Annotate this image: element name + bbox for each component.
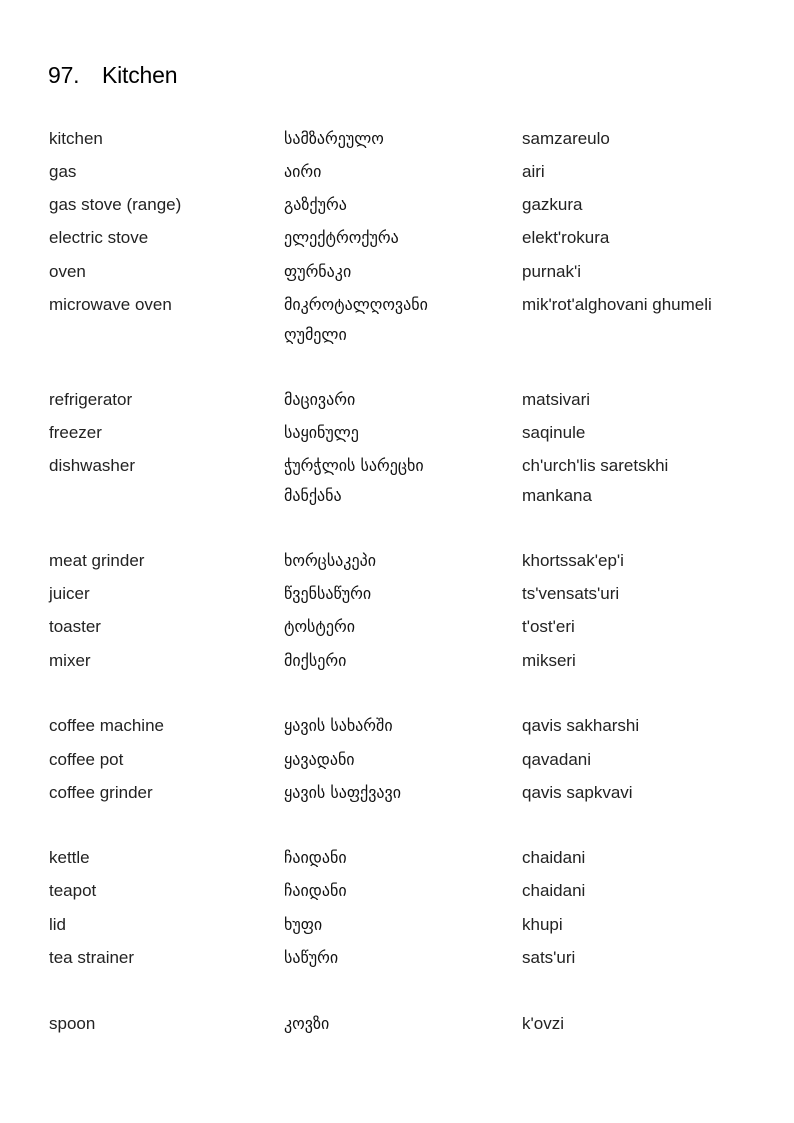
transliteration-line: ts'vensats'uri xyxy=(522,584,620,603)
georgian-term-line: მანქანა xyxy=(284,486,342,505)
georgian-term-line: ჩაიდანი xyxy=(284,881,347,900)
english-term: gas xyxy=(49,162,77,181)
georgian-term xyxy=(284,876,347,906)
english-term: kitchen xyxy=(49,129,103,148)
transliteration-line: k'ovzi xyxy=(522,1014,564,1033)
english-term: mixer xyxy=(49,651,91,670)
english-term: meat grinder xyxy=(49,551,145,570)
georgian-term xyxy=(284,910,322,940)
transliteration xyxy=(522,778,633,808)
english-term: gas stove (range) xyxy=(49,195,182,214)
georgian-term xyxy=(284,546,376,576)
georgian-term-line: საყინულე xyxy=(284,423,359,442)
transliteration xyxy=(522,711,639,741)
transliteration xyxy=(522,876,585,906)
transliteration xyxy=(522,612,575,642)
georgian-term xyxy=(284,451,424,511)
georgian-term-line: ფურნაკი xyxy=(284,262,352,281)
georgian-term-line: ჭურჭლის სარეცხი xyxy=(284,456,424,475)
vocab-row xyxy=(0,451,794,511)
transliteration xyxy=(522,451,668,511)
georgian-term-line: წვენსაწური xyxy=(284,584,372,603)
transliteration xyxy=(522,1009,564,1039)
georgian-term xyxy=(284,418,359,448)
transliteration xyxy=(522,157,545,187)
georgian-term xyxy=(284,223,399,253)
english-term: refrigerator xyxy=(49,390,133,409)
georgian-term-line: სამზარეულო xyxy=(284,129,384,148)
transliteration-line: samzareulo xyxy=(522,129,610,148)
georgian-term xyxy=(284,190,347,220)
georgian-term-line: ყავის სახარში xyxy=(284,716,393,735)
transliteration-line: matsivari xyxy=(522,390,591,409)
georgian-term-line: მიკროტალღოვანი xyxy=(284,295,428,314)
transliteration xyxy=(522,223,609,253)
georgian-term-line: ყავის საფქვავი xyxy=(284,783,402,802)
english-term: microwave oven xyxy=(49,295,172,314)
transliteration xyxy=(522,257,581,287)
georgian-term-line: ელექტროქურა xyxy=(284,228,399,247)
transliteration-line: qavis sapkvavi xyxy=(522,783,633,802)
transliteration-line: chaidani xyxy=(522,848,586,867)
georgian-term xyxy=(284,257,351,287)
english-term: freezer xyxy=(49,423,102,442)
transliteration xyxy=(522,910,563,940)
transliteration-line: mikseri xyxy=(522,651,576,670)
english-term: coffee machine xyxy=(49,716,164,735)
vocab-row xyxy=(0,778,794,838)
english-term: dishwasher xyxy=(49,456,135,475)
transliteration-line: khupi xyxy=(522,915,563,934)
georgian-term-line: საწური xyxy=(284,948,339,967)
georgian-term-line: კოვზი xyxy=(284,1014,330,1033)
vocab-row xyxy=(0,943,794,1003)
english-term: coffee grinder xyxy=(49,783,153,802)
georgian-term xyxy=(284,612,355,642)
georgian-term xyxy=(284,385,355,415)
transliteration-line: mankana xyxy=(522,486,592,505)
transliteration-line: khortssak'ep'i xyxy=(522,551,624,570)
transliteration-line: ch'urch'lis saretskhi xyxy=(522,456,669,475)
transliteration-line: sats'uri xyxy=(522,948,576,967)
transliteration xyxy=(522,745,591,775)
transliteration-line: airi xyxy=(522,162,545,181)
transliteration xyxy=(522,546,624,576)
georgian-term xyxy=(284,745,355,775)
english-term: spoon xyxy=(49,1014,96,1033)
georgian-term-line: ყავადანი xyxy=(284,750,355,769)
english-term: tea strainer xyxy=(49,948,135,967)
english-term: juicer xyxy=(49,584,90,603)
english-term: lid xyxy=(49,915,67,934)
georgian-term xyxy=(284,157,321,187)
georgian-term xyxy=(284,124,384,154)
section-number: 97. xyxy=(48,62,80,88)
section-title: Kitchen xyxy=(102,62,178,88)
transliteration xyxy=(522,124,610,154)
english-term: teapot xyxy=(49,881,97,900)
georgian-term xyxy=(284,1009,329,1039)
georgian-term xyxy=(284,943,338,973)
georgian-term-line: გაზქურა xyxy=(284,195,347,214)
georgian-term xyxy=(284,290,428,350)
georgian-term-line: ხუფი xyxy=(284,915,323,934)
georgian-term xyxy=(284,778,401,808)
georgian-term-line: ტოსტერი xyxy=(284,617,356,636)
transliteration xyxy=(522,385,590,415)
vocab-row xyxy=(0,290,794,350)
transliteration xyxy=(522,843,585,873)
transliteration-line: mik'rot'alghovani ghumeli xyxy=(522,295,712,314)
georgian-term-line: ხორცსაკეპი xyxy=(284,551,376,570)
transliteration-line: t'ost'eri xyxy=(522,617,575,636)
georgian-term xyxy=(284,711,393,741)
transliteration xyxy=(522,579,619,609)
transliteration-line: purnak'i xyxy=(522,262,582,281)
transliteration xyxy=(522,190,582,220)
transliteration-line: elekt'rokura xyxy=(522,228,610,247)
georgian-term-line: მაცივარი xyxy=(284,390,356,409)
transliteration-line: saqinule xyxy=(522,423,586,442)
georgian-term-line: ჩაიდანი xyxy=(284,848,347,867)
transliteration xyxy=(522,290,712,320)
georgian-term xyxy=(284,843,347,873)
english-term: electric stove xyxy=(49,228,149,247)
vocab-row xyxy=(0,1009,794,1069)
transliteration-line: qavis sakharshi xyxy=(522,716,640,735)
transliteration-line: gazkura xyxy=(522,195,583,214)
transliteration xyxy=(522,943,575,973)
georgian-term-line: მიქსერი xyxy=(284,651,347,670)
georgian-term-line: აირი xyxy=(284,162,322,181)
vocab-row xyxy=(0,646,794,706)
transliteration xyxy=(522,418,585,448)
georgian-term xyxy=(284,646,346,676)
english-term: toaster xyxy=(49,617,101,636)
transliteration xyxy=(522,646,576,676)
georgian-term-line: ღუმელი xyxy=(284,325,347,344)
english-term: oven xyxy=(49,262,86,281)
english-term: coffee pot xyxy=(49,750,124,769)
transliteration-line: qavadani xyxy=(522,750,592,769)
english-term: kettle xyxy=(49,848,90,867)
transliteration-line: chaidani xyxy=(522,881,586,900)
georgian-term xyxy=(284,579,371,609)
